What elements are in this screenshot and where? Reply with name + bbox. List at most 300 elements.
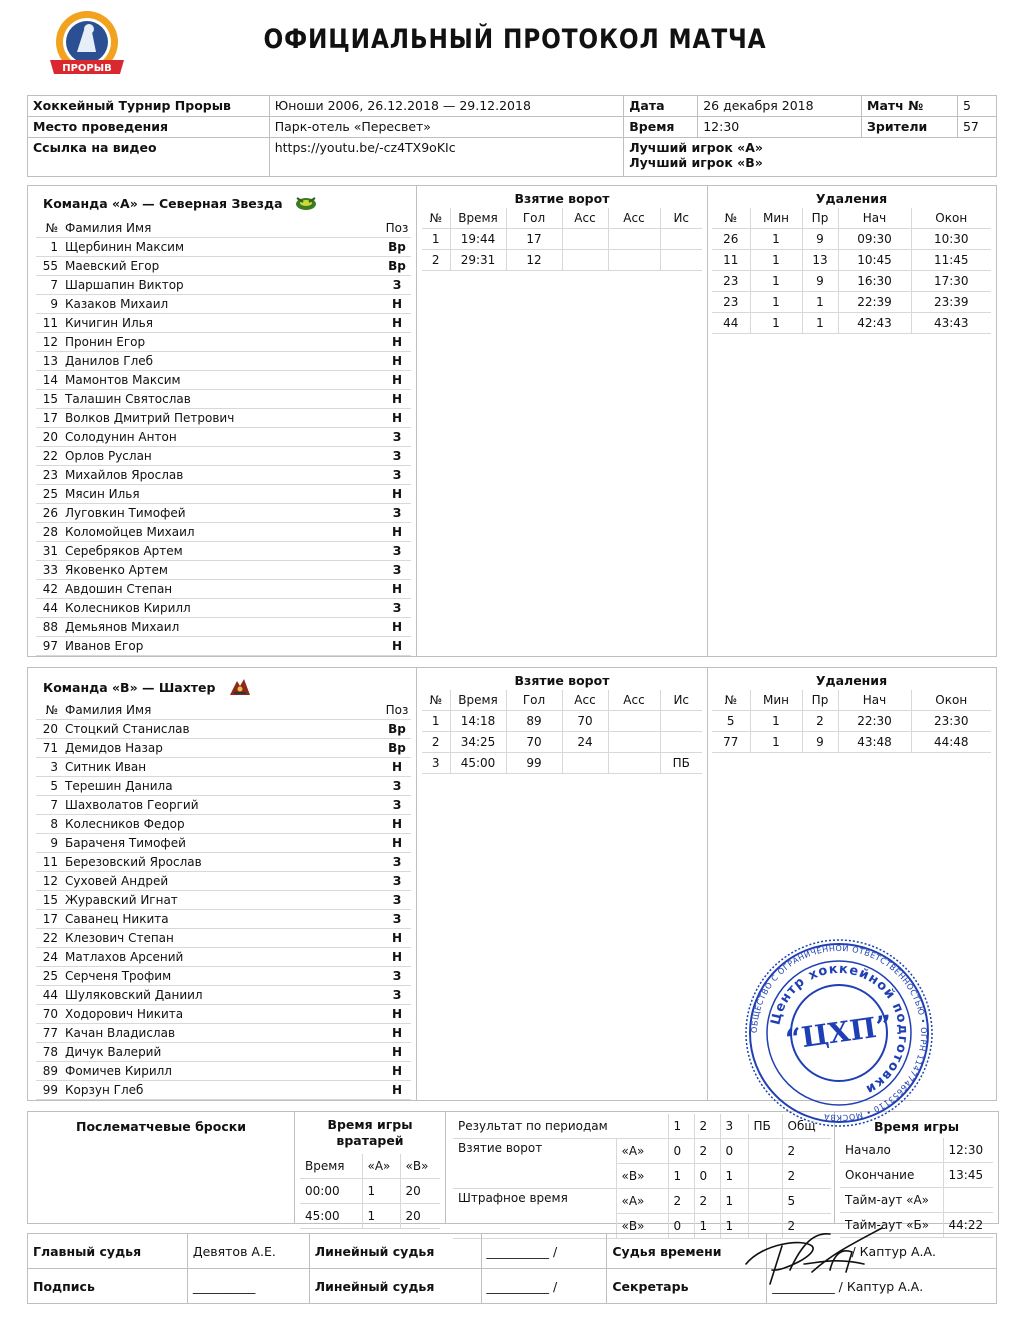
team-b-roster-row xyxy=(36,720,411,739)
player-position: З xyxy=(383,986,411,1005)
team-b-roster-row xyxy=(36,1024,411,1043)
goalie-header-time: Время xyxy=(300,1154,362,1179)
player-number: 25 xyxy=(36,967,63,986)
team-a-goal-header-2: Гол xyxy=(506,208,562,229)
player-name: Ситник Иван xyxy=(63,758,383,777)
pim-team-b-label: «В» xyxy=(616,1214,668,1239)
start-value: 12:30 xyxy=(943,1138,993,1163)
team-a-penalty-cell: 43:43 xyxy=(911,313,991,334)
player-name: Стоцкий Станислав xyxy=(63,720,383,739)
player-name: Журавский Игнат xyxy=(63,891,383,910)
team-b-roster-row xyxy=(36,1005,411,1024)
team-a-goal-cell: 12 xyxy=(506,250,562,271)
match-number-value: 5 xyxy=(957,96,996,117)
player-number: 15 xyxy=(36,390,63,409)
team-a-roster-row xyxy=(36,618,411,637)
team-a-penalty-header-2: Пр xyxy=(802,208,838,229)
team-b-goals-section xyxy=(416,668,708,1100)
goals-b-so xyxy=(748,1164,782,1189)
player-position: З xyxy=(383,542,411,561)
player-position: З xyxy=(383,872,411,891)
player-position: З xyxy=(383,796,411,815)
pim-b-total: 2 xyxy=(782,1214,831,1239)
team-b-goal-header-2: Гол xyxy=(506,690,562,711)
team-b-goal-cell: 2 xyxy=(422,732,450,753)
team-a-roster-row xyxy=(36,561,411,580)
stamp-ring-text: Центр хоккейной подготовки xyxy=(768,961,911,1098)
player-position: Н xyxy=(383,333,411,352)
team-b-penalty-row xyxy=(712,732,991,753)
pim-a-so xyxy=(748,1189,782,1214)
player-name: Иванов Егор xyxy=(63,637,383,656)
time-value: 12:30 xyxy=(698,117,862,138)
team-b-roster-table xyxy=(36,701,411,1100)
player-position: З xyxy=(383,910,411,929)
player-position: З xyxy=(383,967,411,986)
team-b-penalty-header-4: Окон xyxy=(911,690,991,711)
player-number: 7 xyxy=(36,796,63,815)
team-b-goal-header-5: Ис xyxy=(660,690,702,711)
team-a-goal-cell: 19:44 xyxy=(450,229,506,250)
team-b-goal-cell xyxy=(608,732,660,753)
team-a-penalty-row xyxy=(712,292,991,313)
roster-header-name: Фамилия Имя xyxy=(63,219,383,238)
team-a-penalty-row xyxy=(712,229,991,250)
team-a-roster-row xyxy=(36,447,411,466)
stamp-center-text: “ЦХП” xyxy=(783,1008,895,1057)
team-a-penalty-cell: 1 xyxy=(802,292,838,313)
game-time-title: Время игры xyxy=(873,1119,960,1134)
game-time-section xyxy=(834,1112,998,1232)
player-name: Талашин Святослав xyxy=(63,390,383,409)
time-label: Время xyxy=(624,117,698,138)
timeout-a-label: Тайм-аут «А» xyxy=(840,1188,943,1213)
team-a-goal-header-5: Ис xyxy=(660,208,702,229)
team-a-penalty-cell: 42:43 xyxy=(838,313,911,334)
player-number: 5 xyxy=(36,777,63,796)
team-a-goal-cell: 29:31 xyxy=(450,250,506,271)
player-number: 24 xyxy=(36,948,63,967)
signature-value: __________ xyxy=(187,1269,309,1304)
goalie-time-section xyxy=(294,1112,446,1223)
goals-b-p2: 0 xyxy=(694,1164,720,1189)
goalie-time-cell: 00:00 xyxy=(300,1179,362,1204)
team-a-penalties-section xyxy=(707,186,996,656)
player-number: 12 xyxy=(36,872,63,891)
goalie-time-title: Время игры вратарей xyxy=(327,1117,413,1148)
roster-header-pos: Поз xyxy=(383,701,411,720)
chief-referee-value: Девятов А.Е. xyxy=(187,1234,309,1269)
team-a-roster-section xyxy=(28,186,416,656)
player-position: З xyxy=(383,447,411,466)
player-position: Н xyxy=(383,815,411,834)
team-b-goal-cell xyxy=(660,732,702,753)
player-position: Н xyxy=(383,390,411,409)
pim-b-p3: 1 xyxy=(720,1214,748,1239)
player-name: Кичигин Илья xyxy=(63,314,383,333)
team-a-roster-row xyxy=(36,352,411,371)
team-a-roster-row xyxy=(36,599,411,618)
player-number: 97 xyxy=(36,637,63,656)
period-3-header: 3 xyxy=(720,1114,748,1139)
team-b-penalties-title: Удаления xyxy=(815,673,888,688)
player-position: З xyxy=(383,891,411,910)
venue-label: Место проведения xyxy=(28,117,270,138)
team-a-penalty-cell: 1 xyxy=(750,292,802,313)
handwritten-signature xyxy=(742,1224,892,1290)
team-a-penalty-header-0: № xyxy=(712,208,750,229)
player-number: 70 xyxy=(36,1005,63,1024)
player-name: Луговкин Тимофей xyxy=(63,504,383,523)
pim-a-p3: 1 xyxy=(720,1189,748,1214)
player-position: Н xyxy=(383,637,411,656)
goals-b-p3: 1 xyxy=(720,1164,748,1189)
team-b-roster-row xyxy=(36,948,411,967)
team-b-name: Команда «В» — Шахтер xyxy=(43,680,216,695)
team-b-roster-row xyxy=(36,872,411,891)
goals-team-b-label: «В» xyxy=(616,1164,668,1189)
start-label: Начало xyxy=(840,1138,943,1163)
team-a-roster-row xyxy=(36,257,411,276)
goals-team-a-label: «А» xyxy=(616,1139,668,1164)
linesman-2-value: __________ / xyxy=(481,1269,607,1304)
player-number: 1 xyxy=(36,238,63,257)
team-b-penalty-cell: 23:30 xyxy=(911,711,991,732)
team-a-penalty-cell: 1 xyxy=(750,250,802,271)
team-a-goals-title: Взятие ворот xyxy=(514,191,610,206)
pim-a-p2: 2 xyxy=(694,1189,720,1214)
spectators-value: 57 xyxy=(957,117,996,138)
timeout-a-value xyxy=(943,1188,993,1213)
player-position: Вр xyxy=(383,257,411,276)
player-name: Фомичев Кирилл xyxy=(63,1062,383,1081)
timekeeper-value: / Каптур А.А. xyxy=(767,1234,997,1269)
team-a-roster-row xyxy=(36,637,411,656)
player-number: 7 xyxy=(36,276,63,295)
team-b-goal-cell xyxy=(608,711,660,732)
team-a-roster-row xyxy=(36,485,411,504)
team-a-penalty-cell: 22:39 xyxy=(838,292,911,313)
player-position: Н xyxy=(383,485,411,504)
goals-row-label: Взятие ворот xyxy=(453,1139,616,1189)
player-number: 22 xyxy=(36,929,63,948)
player-position: З xyxy=(383,276,411,295)
player-number: 31 xyxy=(36,542,63,561)
best-player-b-label: Лучший игрок «В» xyxy=(629,155,763,170)
team-a-penalty-cell: 1 xyxy=(750,271,802,292)
team-b-penalty-header-2: Пр xyxy=(802,690,838,711)
team-b-roster-row xyxy=(36,777,411,796)
goalie-header-a: «А» xyxy=(362,1154,400,1179)
team-b-goals-title: Взятие ворот xyxy=(514,673,610,688)
page-title: ОФИЦИАЛЬНЫЙ ПРОТОКОЛ МАТЧА xyxy=(263,24,767,55)
team-b-goal-header-0: № xyxy=(422,690,450,711)
goalie-time-cell: 45:00 xyxy=(300,1204,362,1229)
team-a-name: Команда «А» — Северная Звезда xyxy=(43,196,283,211)
goalie-header-b: «В» xyxy=(400,1154,440,1179)
player-number: 9 xyxy=(36,834,63,853)
team-b-goal-cell: ПБ xyxy=(660,753,702,774)
linesman-1-label: Линейный судья xyxy=(309,1234,481,1269)
team-a-penalty-row xyxy=(712,313,991,334)
team-a-penalty-header-4: Окон xyxy=(911,208,991,229)
team-a-title xyxy=(43,195,317,214)
team-a-roster-row xyxy=(36,333,411,352)
secretary-label: Секретарь xyxy=(607,1269,767,1304)
team-a-penalty-cell: 23 xyxy=(712,271,750,292)
team-b-penalty-header-1: Мин xyxy=(750,690,802,711)
player-name: Качан Владислав xyxy=(63,1024,383,1043)
pim-team-a-label: «А» xyxy=(616,1189,668,1214)
goalie-time-cell: 20 xyxy=(400,1204,440,1229)
team-b-roster-row xyxy=(36,853,411,872)
player-position: Н xyxy=(383,1043,411,1062)
player-name: Суховей Андрей xyxy=(63,872,383,891)
team-b-goal-cell: 70 xyxy=(562,711,608,732)
player-number: 17 xyxy=(36,910,63,929)
team-b-roster-row xyxy=(36,1081,411,1100)
team-a-roster-row xyxy=(36,523,411,542)
player-number: 20 xyxy=(36,428,63,447)
team-b-goals-table xyxy=(422,690,702,774)
team-a-penalty-cell: 26 xyxy=(712,229,750,250)
team-b-roster-row xyxy=(36,986,411,1005)
team-b-roster-section xyxy=(28,668,416,1100)
team-b-goal-cell: 99 xyxy=(506,753,562,774)
team-a-penalty-row xyxy=(712,250,991,271)
pim-row-label: Штрафное время xyxy=(453,1189,616,1239)
player-number: 8 xyxy=(36,815,63,834)
player-name: Колесников Федор xyxy=(63,815,383,834)
player-position: Н xyxy=(383,523,411,542)
team-b-goal-cell xyxy=(562,753,608,774)
player-name: Клезович Степан xyxy=(63,929,383,948)
goals-a-p2: 2 xyxy=(694,1139,720,1164)
period-results-section xyxy=(453,1112,833,1233)
goalie-time-row xyxy=(300,1204,440,1229)
team-a-goals-table xyxy=(422,208,702,271)
team-b-title xyxy=(43,677,252,700)
player-name: Корзун Глеб xyxy=(63,1081,383,1100)
logo-text: ПРОРЫВ xyxy=(62,63,112,74)
player-position: Вр xyxy=(383,739,411,758)
player-name: Шаршапин Виктор xyxy=(63,276,383,295)
team-a-roster-row xyxy=(36,504,411,523)
team-b-roster-row xyxy=(36,834,411,853)
team-a-goal-header-0: № xyxy=(422,208,450,229)
player-name: Матлахов Арсений xyxy=(63,948,383,967)
team-b-goal-row xyxy=(422,711,702,732)
team-b-goal-cell xyxy=(660,711,702,732)
pim-a-p1: 2 xyxy=(668,1189,694,1214)
player-name: Мамонтов Максим xyxy=(63,371,383,390)
team-b-roster-row xyxy=(36,891,411,910)
team-a-penalty-cell: 23:39 xyxy=(911,292,991,313)
team-a-penalty-cell: 11:45 xyxy=(911,250,991,271)
team-b-roster-row xyxy=(36,815,411,834)
video-link[interactable]: https://youtu.be/-cz4TX9oKIc xyxy=(269,138,624,177)
roster-header-pos: Поз xyxy=(383,219,411,238)
team-a-penalty-cell: 9 xyxy=(802,229,838,250)
period-1-header: 1 xyxy=(668,1114,694,1139)
player-position: З xyxy=(383,466,411,485)
team-a-penalty-cell: 23 xyxy=(712,292,750,313)
secretary-value: __________ / Каптур А.А. xyxy=(767,1269,997,1304)
linesman-2-label: Линейный судья xyxy=(309,1269,481,1304)
player-position: Н xyxy=(383,295,411,314)
team-b-roster-row xyxy=(36,758,411,777)
period-2-header: 2 xyxy=(694,1114,720,1139)
match-number-label: Матч № xyxy=(862,96,958,117)
team-a-penalty-cell: 13 xyxy=(802,250,838,271)
team-b-roster-row xyxy=(36,967,411,986)
tournament-logo xyxy=(44,8,130,80)
pim-b-p2: 1 xyxy=(694,1214,720,1239)
player-name: Шуляковский Даниил xyxy=(63,986,383,1005)
stamp-outer-text: ОБЩЕСТВО С ОГРАНИЧЕННОЙ ОТВЕТСТВЕННОСТЬЮ • ОГРН 1147746653110 • МОСКВА xyxy=(749,943,929,1123)
player-number: 89 xyxy=(36,1062,63,1081)
team-a-roster-row xyxy=(36,295,411,314)
team-a-penalty-header-1: Мин xyxy=(750,208,802,229)
player-name: Казаков Михаил xyxy=(63,295,383,314)
timeout-b-value: 44:22 xyxy=(943,1213,993,1238)
team-a-goal-cell: 2 xyxy=(422,250,450,271)
player-position: Н xyxy=(383,580,411,599)
best-player-a-label: Лучший игрок «А» xyxy=(629,140,764,155)
team-a-roster-row xyxy=(36,314,411,333)
date-label: Дата xyxy=(624,96,698,117)
roster-header-num: № xyxy=(36,701,63,720)
player-name: Щербинин Максим xyxy=(63,238,383,257)
player-number: 22 xyxy=(36,447,63,466)
player-name: Березовский Ярослав xyxy=(63,853,383,872)
team-a-goal-row xyxy=(422,250,702,271)
team-a-goal-row xyxy=(422,229,702,250)
team-a-roster-row xyxy=(36,276,411,295)
player-number: 11 xyxy=(36,314,63,333)
team-a-penalty-cell: 9 xyxy=(802,271,838,292)
player-number: 99 xyxy=(36,1081,63,1100)
team-b-roster-row xyxy=(36,1062,411,1081)
team-a-penalties-title: Удаления xyxy=(815,191,888,206)
player-name: Демидов Назар xyxy=(63,739,383,758)
team-b-penalty-header-3: Нач xyxy=(838,690,911,711)
player-name: Мясин Илья xyxy=(63,485,383,504)
player-position: З xyxy=(383,853,411,872)
tournament-label: Хоккейный Турнир Прорыв xyxy=(28,96,270,117)
player-position: Вр xyxy=(383,238,411,257)
team-b-roster-row xyxy=(36,796,411,815)
team-b-goal-cell: 14:18 xyxy=(450,711,506,732)
player-number: 13 xyxy=(36,352,63,371)
player-name: Колесников Кирилл xyxy=(63,599,383,618)
player-position: Н xyxy=(383,371,411,390)
team-a-roster-table xyxy=(36,219,411,656)
player-number: 14 xyxy=(36,371,63,390)
player-position: Н xyxy=(383,1081,411,1100)
team-a-penalty-header-3: Нач xyxy=(838,208,911,229)
team-a-roster-row xyxy=(36,409,411,428)
periods-title: Результат по периодам xyxy=(453,1114,668,1139)
player-position: Вр xyxy=(383,720,411,739)
player-position: Н xyxy=(383,352,411,371)
team-b-penalty-cell: 9 xyxy=(802,732,838,753)
player-name: Бараченя Тимофей xyxy=(63,834,383,853)
team-b-penalty-cell: 5 xyxy=(712,711,750,732)
player-number: 12 xyxy=(36,333,63,352)
goals-a-so xyxy=(748,1139,782,1164)
game-time-table xyxy=(840,1138,993,1238)
player-position: Н xyxy=(383,409,411,428)
player-position: Н xyxy=(383,834,411,853)
team-a-goal-cell xyxy=(608,229,660,250)
player-position: Н xyxy=(383,1005,411,1024)
team-a-roster-row xyxy=(36,466,411,485)
team-a-roster-row xyxy=(36,238,411,257)
player-number: 17 xyxy=(36,409,63,428)
goals-b-total: 2 xyxy=(782,1164,831,1189)
player-name: Дичук Валерий xyxy=(63,1043,383,1062)
player-number: 77 xyxy=(36,1024,63,1043)
player-number: 3 xyxy=(36,758,63,777)
team-a-roster-row xyxy=(36,428,411,447)
player-name: Коломойцев Михаил xyxy=(63,523,383,542)
team-a-emblem-icon xyxy=(295,195,317,214)
player-number: 42 xyxy=(36,580,63,599)
player-number: 11 xyxy=(36,853,63,872)
player-number: 9 xyxy=(36,295,63,314)
team-b-roster-row xyxy=(36,739,411,758)
team-a-roster-row xyxy=(36,390,411,409)
team-b-goal-header-3: Асс xyxy=(562,690,608,711)
timekeeper-label: Судья времени xyxy=(607,1234,767,1269)
team-b-penalty-cell: 1 xyxy=(750,711,802,732)
goals-a-p3: 0 xyxy=(720,1139,748,1164)
roster-header-name: Фамилия Имя xyxy=(63,701,383,720)
player-position: З xyxy=(383,561,411,580)
player-name: Волков Дмитрий Петрович xyxy=(63,409,383,428)
team-a-roster-row xyxy=(36,542,411,561)
team-a-penalty-cell: 1 xyxy=(750,229,802,250)
player-number: 55 xyxy=(36,257,63,276)
team-b-goal-header-4: Асс xyxy=(608,690,660,711)
goals-b-p1: 1 xyxy=(668,1164,694,1189)
team-b-goal-cell: 45:00 xyxy=(450,753,506,774)
player-position: Н xyxy=(383,618,411,637)
player-name: Орлов Руслан xyxy=(63,447,383,466)
player-position: Н xyxy=(383,1024,411,1043)
end-label: Окончание xyxy=(840,1163,943,1188)
team-b-roster-row xyxy=(36,1043,411,1062)
team-b-goal-header-1: Время xyxy=(450,690,506,711)
team-b-roster-row xyxy=(36,910,411,929)
player-position: Н xyxy=(383,758,411,777)
period-results-table xyxy=(453,1114,831,1239)
team-b-goal-cell: 34:25 xyxy=(450,732,506,753)
player-name: Серебряков Артем xyxy=(63,542,383,561)
team-b-goal-cell xyxy=(608,753,660,774)
team-b-penalty-cell: 44:48 xyxy=(911,732,991,753)
player-position: З xyxy=(383,504,411,523)
player-position: Н xyxy=(383,314,411,333)
player-position: З xyxy=(383,428,411,447)
team-a-goal-header-4: Асс xyxy=(608,208,660,229)
goalie-time-cell: 1 xyxy=(362,1179,400,1204)
player-number: 78 xyxy=(36,1043,63,1062)
goalie-time-table xyxy=(300,1154,440,1229)
team-b-goal-cell: 70 xyxy=(506,732,562,753)
player-number: 26 xyxy=(36,504,63,523)
